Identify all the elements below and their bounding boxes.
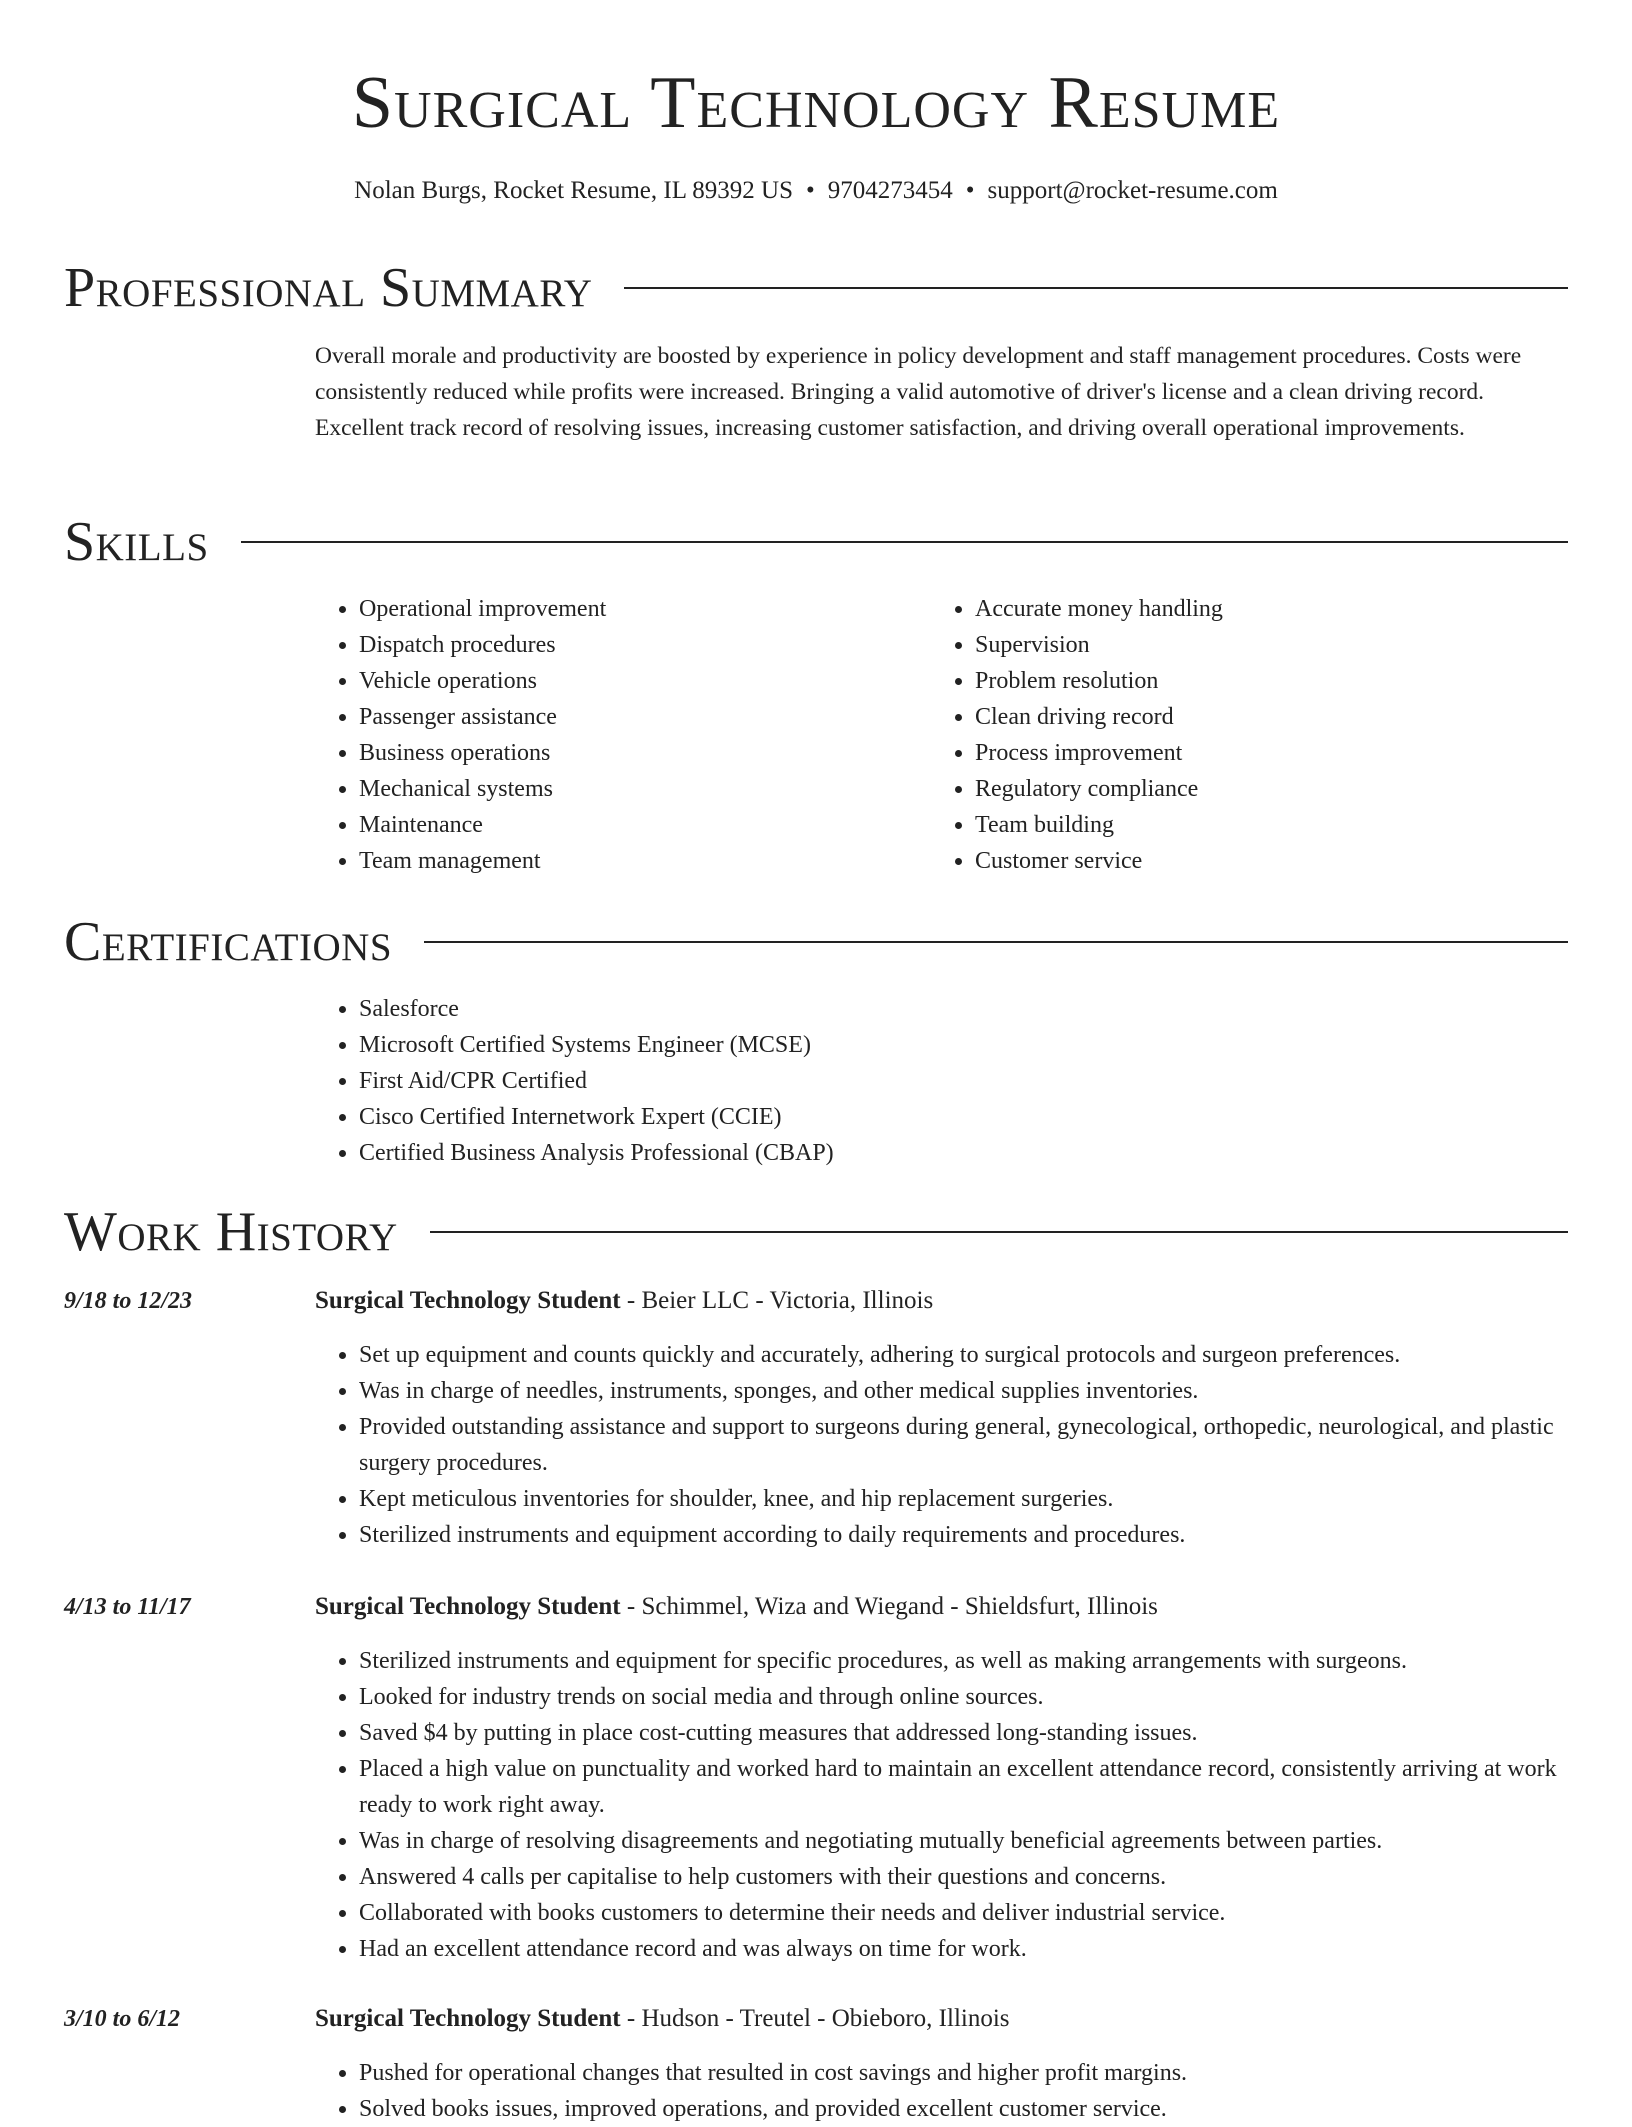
skill-item: • Operational improvement: [359, 591, 606, 627]
job-bullet: • Had an excellent attendance record and was always on time for work.: [359, 1931, 1568, 1967]
skills-list-left: [315, 591, 606, 879]
skill-item: • Clean driving record: [975, 699, 1223, 735]
job-bullet: • Looked for industry trends on social media and through online sources.: [359, 1679, 1568, 1715]
skill-item: • Team building: [975, 807, 1223, 843]
skill-item: • Passenger assistance: [359, 699, 606, 735]
certification-item: • Certified Business Analysis Professional (CBAP): [359, 1135, 834, 1171]
contact-address: Nolan Burgs, Rocket Resume, IL 89392 US: [354, 177, 794, 204]
job-bullet: • Saved $4 by putting in place cost-cutting measures that addressed long-standing issues.: [359, 1715, 1568, 1751]
section-title-certifications: Certifications: [64, 911, 393, 973]
skill-item: • Customer service: [975, 843, 1223, 879]
job-bullet: • Was in charge of resolving disagreements and negotiating mutually beneficial agreements between parties.: [359, 1823, 1568, 1859]
job-dates: 9/18 to 12/23: [64, 1288, 193, 1314]
job-bullet: • Sterilized instruments and equipment for specific procedures, as well as making arrangements with surgeons.: [359, 1643, 1568, 1679]
job-employer: - Schimmel, Wiza and Wiegand - Shieldsfurt, Illinois: [620, 1593, 1158, 1620]
job-bullet: • Sterilized instruments and equipment according to daily requirements and procedures.: [359, 1517, 1568, 1553]
section-header-skills: [64, 512, 1568, 572]
skills-column-left: [315, 591, 606, 879]
section-header-summary: [64, 258, 1568, 318]
skill-item: • Process improvement: [975, 735, 1223, 771]
skill-item: • Mechanical systems: [359, 771, 606, 807]
certification-item: • Microsoft Certified Systems Engineer (MCSE): [359, 1027, 834, 1063]
skills-list-right: [931, 591, 1223, 879]
job-bullet: • Answered 4 calls per capitalise to help customers with their questions and concerns.: [359, 1859, 1568, 1895]
job-bullet: • Set up equipment and counts quickly and accurately, adhering to surgical protocols and surgeon preferences.: [359, 1337, 1568, 1373]
job-bullets: [315, 1337, 1568, 1553]
contact-email: support@rocket-resume.com: [987, 177, 1278, 204]
job-heading: [315, 2001, 1010, 2037]
job-employer: - Beier LLC - Victoria, Illinois: [620, 1287, 934, 1314]
section-divider: [424, 941, 1568, 943]
job-bullets: [315, 2055, 1568, 2127]
skill-item: • Problem resolution: [975, 663, 1223, 699]
certifications-list: [315, 991, 834, 1171]
job-bullets: [315, 1643, 1568, 1967]
job-bullet: • Collaborated with books customers to determine their needs and deliver industrial service.: [359, 1895, 1568, 1931]
job-bullet: • Placed a high value on punctuality and worked hard to maintain an excellent attendance record, consistently arriving at work ready to work right away.: [359, 1751, 1568, 1823]
contact-separator: •: [965, 177, 975, 204]
summary-text: Overall morale and productivity are boosted by experience in policy development and staff management procedures. Costs were consistently reduced while profits were increased. Bringing a valid automotive of driver's license and a clean driving record. Excellent track record of resolving issues, increasing customer satisfaction, and driving overall operational improvements.: [315, 343, 1522, 441]
job-heading: [315, 1283, 933, 1319]
skill-item: • Dispatch procedures: [359, 627, 606, 663]
skill-item: • Vehicle operations: [359, 663, 606, 699]
skill-item: • Supervision: [975, 627, 1223, 663]
job-bullet: • Pushed for operational changes that resulted in cost savings and higher profit margins.: [359, 2055, 1568, 2091]
skill-item: • Accurate money handling: [975, 591, 1223, 627]
skills-column-right: [931, 591, 1223, 879]
section-title-summary: Professional Summary: [64, 257, 593, 319]
section-title-skills: Skills: [64, 511, 209, 573]
skill-item: • Maintenance: [359, 807, 606, 843]
skill-item: • Business operations: [359, 735, 606, 771]
job-heading: [315, 1589, 1158, 1625]
job-dates: 4/13 to 11/17: [64, 1594, 191, 1620]
contact-separator: •: [806, 177, 815, 204]
section-divider: [241, 541, 1568, 543]
skill-item: • Team management: [359, 843, 606, 879]
job-title: Surgical Technology Student: [315, 1593, 621, 1620]
job-bullet: • Provided outstanding assistance and support to surgeons during general, gynecological, orthopedic, neurological, and plastic surgery procedures.: [359, 1409, 1568, 1481]
section-divider: [430, 1231, 1568, 1233]
contact-line: [0, 174, 1632, 208]
certification-item: • Cisco Certified Internetwork Expert (CCIE): [359, 1099, 834, 1135]
section-divider: [624, 287, 1568, 289]
section-header-certifications: [64, 912, 1568, 972]
skill-item: • Regulatory compliance: [975, 771, 1223, 807]
certifications-block: [315, 991, 834, 1171]
job-employer: - Hudson - Treutel - Obieboro, Illinois: [620, 2005, 1010, 2032]
job-title: Surgical Technology Student: [315, 2005, 621, 2032]
certification-item: • First Aid/CPR Certified: [359, 1063, 834, 1099]
contact-phone: 9704273454: [827, 177, 953, 204]
job-bullet: • Kept meticulous inventories for shoulder, knee, and hip replacement surgeries.: [359, 1481, 1568, 1517]
job-bullet: • Solved books issues, improved operations, and provided excellent customer service.: [359, 2091, 1568, 2127]
job-bullet: • Was in charge of needles, instruments, sponges, and other medical supplies inventories.: [359, 1373, 1568, 1409]
resume-title: Surgical Technology Resume: [351, 62, 1281, 144]
job-title: Surgical Technology Student: [315, 1287, 621, 1314]
section-title-work-history: Work History: [64, 1201, 398, 1263]
certification-item: • Salesforce: [359, 991, 834, 1027]
job-dates: 3/10 to 6/12: [64, 2006, 181, 2032]
section-header-work-history: [64, 1202, 1568, 1262]
